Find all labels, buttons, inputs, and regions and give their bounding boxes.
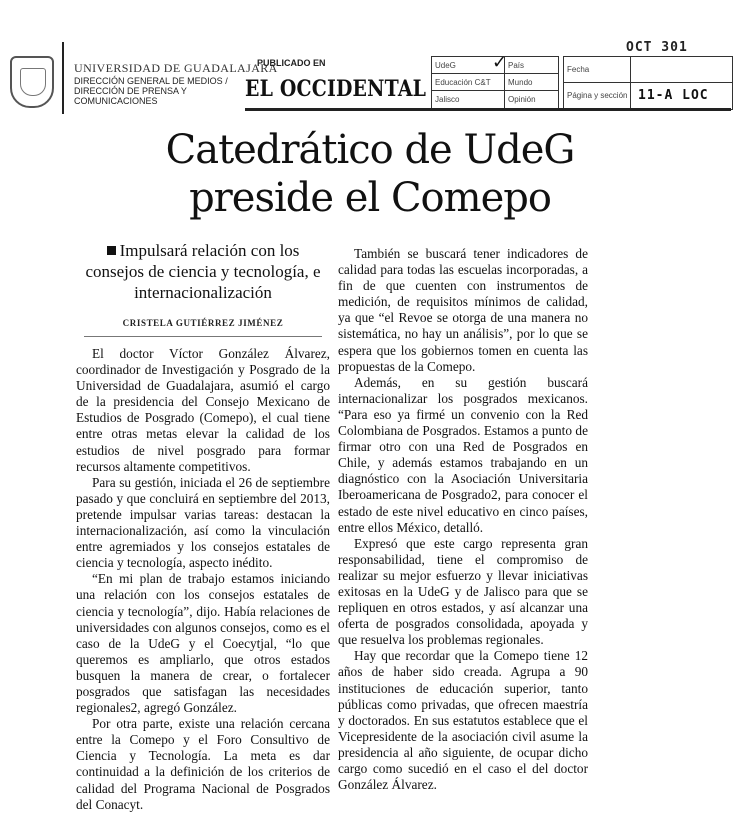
- class-mundo: Mundo: [505, 74, 558, 91]
- byline: CRISTELA GUTIÉRREZ JIMÉNEZ: [122, 318, 284, 328]
- paragraph: El doctor Víctor González Álvarez, coordinador de Investigación y Posgrado de la Universidad de Guadalajara, asumió el cargo de la presidencia del Consejo Mexicano de Estudios de Posgrado (Comepo), el cual tiene entre otras metas elevar la calidad de los estudios de nivel posgrado para formar recursos altamente competitivos.: [76, 346, 330, 474]
- subhead-text: Impulsará relación con los consejos de ciencia y tecnología, e internacionalización: [85, 241, 321, 302]
- byline-rule: [84, 336, 322, 337]
- paragraph: También se buscará tener indicadores de calidad para todas las escuelas incorporadas, a fin de que cuenten con instrumentos de medición, de requisitos mínimos de calidad, ya que “el Revoe se otorga de una manera no sistemática, no hay un análisis”, por lo que se espera que los gobiernos tomen en cuenta las propuestas de la Comepo.: [338, 246, 588, 374]
- headline-line-2: preside el Comepo: [189, 175, 551, 221]
- media-direction: DIRECCIÓN GENERAL DE MEDIOS / DIRECCIÓN DE PRENSA Y COMUNICACIONES: [74, 76, 228, 106]
- handwritten-page: 11-A LOC: [638, 88, 709, 103]
- paragraph: Expresó que este cargo representa gran responsabilidad, tiene el compromiso de realizar su mejor esfuerzo y llevar iniciativas exitosas en la UdeG y de Jalisco para que se repliquen en otros estados, y así alcanzar una oferta de posgrados consolidada, apoyada y que resuelva los problemas regionales.: [338, 535, 588, 648]
- class-jalisco: Jalisco: [432, 91, 505, 108]
- university-name: UNIVERSIDAD DE GUADALAJARA: [74, 61, 278, 75]
- paragraph: Además, en su gestión buscará internacionalizar los posgrados mexicanos. “Para eso ya firmé un convenio con la Red Colombiana de Posgrados. Estamos a punto de firmar otro con una Red de Posgrados en Chile, y además estamos trabajando en un diagnóstico con la Asociación Universitaria Iberoamericana de Posgrado2, para conocer el estado de este nivel educativo en cinco países, entre ellos México, detalló.: [338, 374, 588, 535]
- header-rule: [245, 108, 731, 111]
- subhead: [84, 240, 322, 303]
- class-opinion: Opinión: [508, 95, 536, 104]
- class-pais: País: [505, 57, 558, 74]
- handwritten-date: OCT 301: [626, 40, 688, 55]
- paragraph: Hay que recordar que la Comepo tiene 12 años de haber sido creada. Agrupa a 90 instituciones de educación superior, tanto públicas como privadas, que ofrecen maestría y doctorados. En sus estatutos establece que el Vicepresidente de la asociación civil asume la presidencia al año siguiente, de ocupar dicho cargo como sucedió en el caso el del doctor González Álvarez.: [338, 648, 588, 793]
- paragraph: “En mi plan de trabajo estamos iniciando una relación con los consejos estatales de ciencia y tecnología”, dijo. Había relaciones de universidades con algunos consejos, como es el caso de la UdeG y el Coecytjal, “lo que queremos es ampliarlo, que otros estados busquen la manera de crear, o fortalecer posgrados que satisfagan las necesidades regionales2, agregó González.: [76, 571, 330, 716]
- class-udeg: UdeG: [432, 57, 505, 74]
- date-label: Fecha: [564, 57, 732, 83]
- square-bullet-icon: [107, 246, 116, 255]
- headline-line-1: Catedrático de UdeG: [165, 127, 575, 173]
- article-column-2: [338, 246, 588, 793]
- newspaper-name: EL OCCIDENTAL: [245, 76, 427, 102]
- page-label: Página y sección: [567, 91, 628, 100]
- headline: [120, 126, 620, 222]
- paragraph: Para su gestión, iniciada el 26 de septiembre pasado y que concluirá en septiembre del 2013, pretende impulsar varias tareas: destacan la internacionalización, así como la vinculación entre agremiados y los consejos estatales de ciencia y tecnología, aspecto inédito.: [76, 474, 330, 571]
- header-divider: [62, 42, 64, 114]
- class-educacion: Educación C&T: [432, 74, 505, 91]
- check-mark-icon: ✓: [492, 52, 508, 73]
- published-in-label: PUBLICADO EN: [257, 58, 326, 68]
- university-seal: [10, 56, 54, 108]
- paragraph: Por otra parte, existe una relación cercana entre la Comepo y el Foro Consultivo de Ciencia y Tecnología. La meta es dar continuidad a la definición de los criterios de calidad del Programa Nacional de Posgrados del Conacyt.: [76, 716, 330, 812]
- article-column-1: [76, 346, 330, 813]
